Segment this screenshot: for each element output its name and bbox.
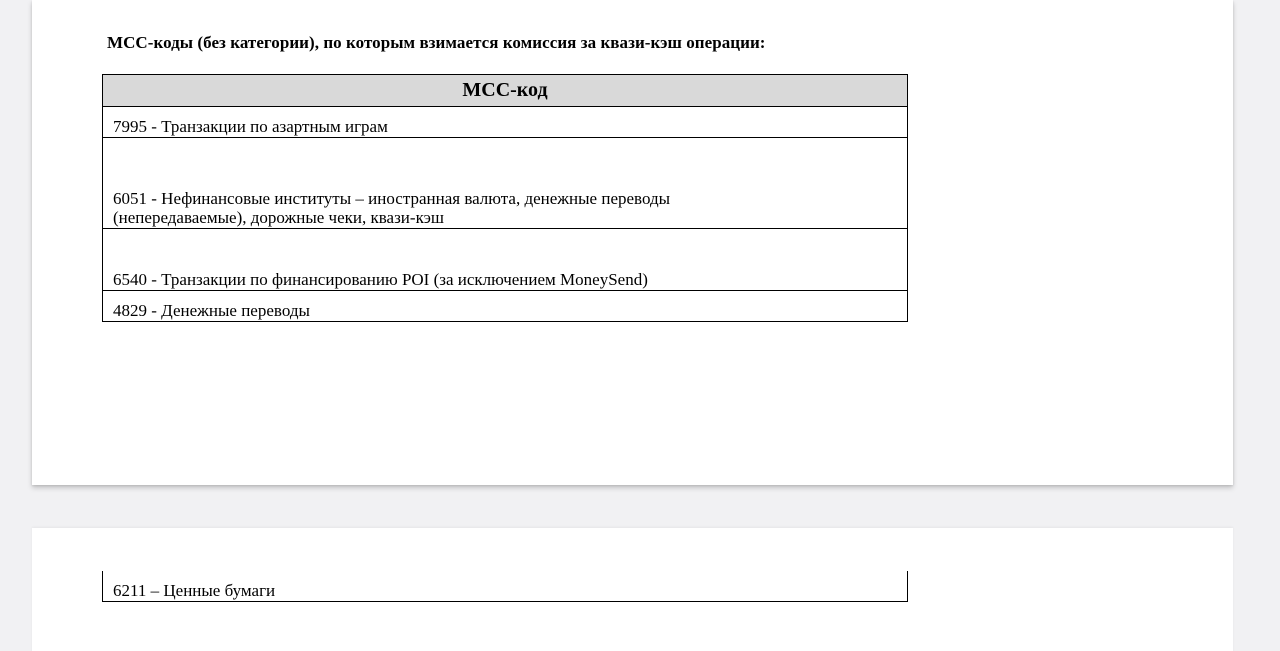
table-row xyxy=(103,571,908,602)
table-cell: 6540 - Транзакции по финансированию POI (за исключением MoneySend) xyxy=(103,229,908,291)
table-row xyxy=(103,291,908,322)
table-cell-line: 6051 - Нефинансовые институты – иностранная валюта, денежные переводы xyxy=(113,189,671,208)
table-row xyxy=(103,229,908,291)
table-cell-line: (непередаваемые), дорожные чеки, квази-кэш xyxy=(113,208,444,227)
mcc-column-header: МСС-код xyxy=(103,75,908,107)
document-page-1 xyxy=(32,0,1233,485)
table-row xyxy=(103,107,908,138)
document-page-2 xyxy=(32,528,1233,651)
section-heading: МСС-коды (без категории), по которым взимается комиссия за квази-кэш операции: xyxy=(107,33,766,52)
table-cell: 4829 - Денежные переводы xyxy=(103,291,908,322)
table-cell: 6211 – Ценные бумаги xyxy=(103,571,908,602)
table-cell: 7995 - Транзакции по азартным играм xyxy=(103,107,908,138)
mcc-table xyxy=(102,74,908,322)
mcc-table-continued xyxy=(102,571,908,602)
table-row xyxy=(103,138,908,229)
table-cell xyxy=(103,138,908,229)
